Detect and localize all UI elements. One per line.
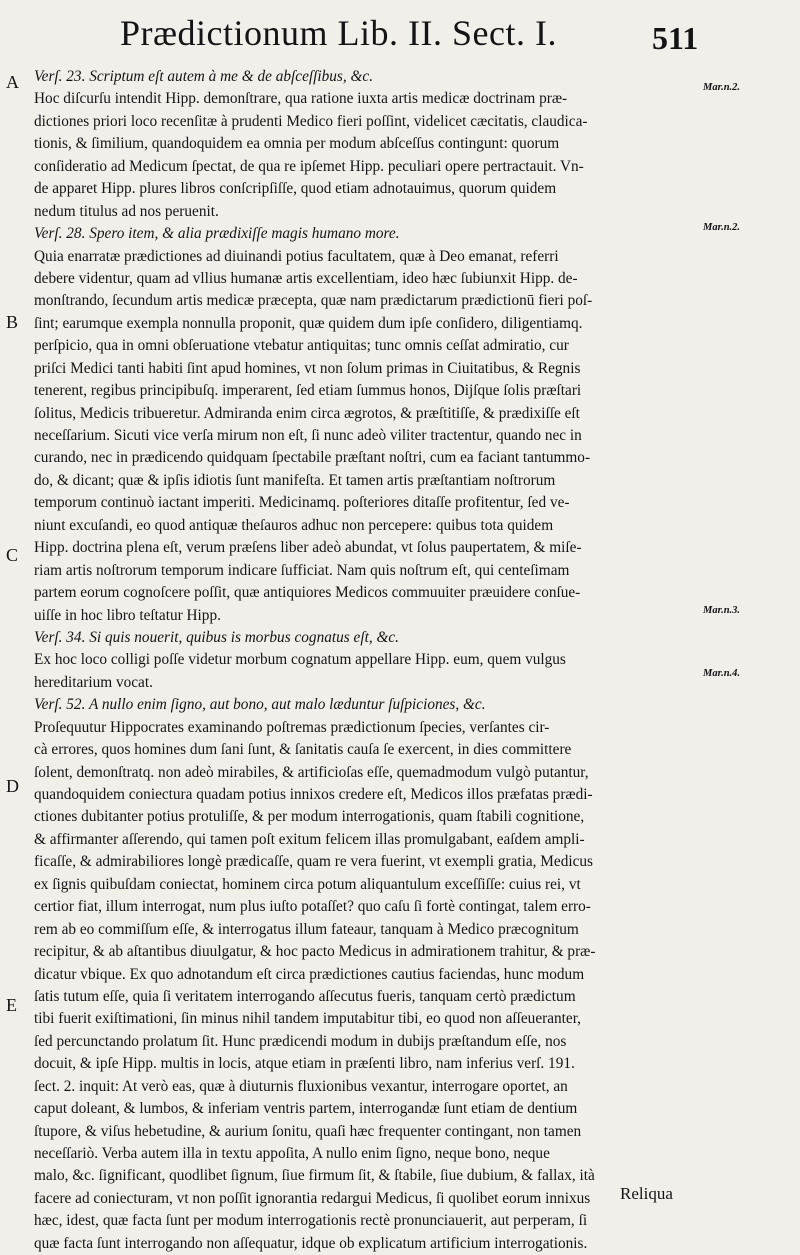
text-line: hæc, idest, quæ facta ſunt per modum interrogationis rectè pronunciauerit, aut perperam, ſi (34, 1212, 588, 1230)
margin-letter-b: B (6, 312, 19, 332)
verse-heading: Verſ. 34. Si quis nouerit, quibus is morbus cognatus eſt, &c. (34, 628, 399, 646)
text-line: ficaſſe, & admirabiliores longè prædicaſſe, quam re vera fuerint, vt exempli gratia, Medicus (34, 853, 593, 871)
verse-heading: Verſ. 28. Spero item, & alia prædixiſſe magis humano more. (34, 225, 400, 243)
text-line: certior fiat, illum interrogat, num plus iuſto potaſſet? quo caſu ſi fortè contingat, talem erro- (34, 898, 591, 916)
text-line: malo, &c. ſignificant, quodlibet ſignum, ſiue firmum ſit, & ſtabile, ſiue dubium, & fallax, ità (34, 1167, 595, 1185)
text-line: debere videntur, quam ad vllius humanæ artis excellentiam, ideo hæc ſubiunxit Hipp. de- (34, 269, 578, 287)
margin-note-1: Mar.n.2. (703, 82, 741, 93)
margin-note-2: Mar.n.2. (703, 222, 741, 233)
margin-letter-d: D (6, 776, 19, 796)
text-line: recipitur, & ab aſtantibus diuulgatur, & hoc pacto Medicus in admirationem trahitur, & præ- (34, 943, 596, 961)
margin-letter-e: E (6, 995, 17, 1015)
text-line: nedum titulus ad nos peruenit. (34, 202, 219, 220)
text-line: Proſequutur Hippocrates examinando poſtremas prædictionum ſpecies, verſantes cir- (34, 718, 550, 736)
text-line: temporum continuò iactant imperiti. Medicinamq. poſteriores ditaſſe profitentur, ſed ve- (34, 494, 570, 512)
page-number: 511 (652, 20, 699, 56)
text-line: perſpicio, qua in omni obſeruatione vtebatur antiquitas; tunc omnis ceſſat admiratio, cur (34, 337, 569, 355)
margin-note-3: Mar.n.3. (703, 605, 741, 616)
body-text (34, 66, 694, 1255)
text-line: hereditarium vocat. (34, 673, 153, 691)
text-line: Hipp. doctrina plena eſt, verum præſens liber adeò abundat, vt ſolus paupertatem, & miſe- (34, 539, 582, 557)
text-line: tibi fuerit exiſtimationi, ſin minus nihil tandem imputabitur tibi, eo quod non aſſeueranter, (34, 1010, 581, 1028)
running-title: Prædictionum Lib. II. Sect. I. (120, 13, 557, 53)
text-line: curando, nec in prædicendo quidquam ſpectabile præſtant noſtri, cum ea faciant tantummo- (34, 449, 591, 467)
text-line: ex ſignis quibuſdam coniectat, hominem circa potum aliquantulum exceſſiſſe: cuius rei, vt (34, 875, 581, 893)
text-line: monſtrando, ſecundum artis medicæ præcepta, quæ nam prædictarum prædictionū fieri poſ- (34, 292, 593, 310)
text-line: ſint; earumque exempla nonnulla proponit, quæ quidem dum ipſe conſidero, diligentiamq. (34, 314, 583, 332)
text-line: ctiones dubitanter potius protuliſſe, & per modum interrogationis, quam ſtabili cognitione, (34, 808, 585, 826)
text-line: uiſſe in hoc libro teſtatur Hipp. (34, 606, 221, 624)
margin-letter-a: A (6, 72, 19, 92)
verse-heading: Verſ. 23. Scriptum eſt autem à me & de abſceſſibus, &c. (34, 68, 374, 85)
text-line: riam artis noſtrorum temporum indicare ſufficiat. Nam quis noſtrum eſt, qui centeſimam (34, 561, 570, 579)
text-line: dictiones priori loco recenſitæ à prudenti Medico fieri poſſint, videlicet cæcitatis, claudica- (34, 112, 588, 130)
text-line: ſolent, demonſtratq. non adeò mirabiles, & artificioſas eſſe, quemadmodum vulgò putantur, (34, 763, 589, 781)
catchword: Reliqua (620, 1184, 673, 1203)
text-line: conſideratio ad Medicum ſpectat, de qua re ipſemet Hipp. peculiari opere pertractauit. Vn- (34, 157, 584, 175)
text-line: dicatur vbique. Ex quo adnotandum eſt circa prædictiones cautius faciendas, hunc modum (34, 965, 585, 983)
text-line: ſect. 2. inquit: At verò eas, quæ à diuturnis fluxionibus vexantur, interrogare oportet, an (34, 1077, 568, 1095)
text-line: quandoquidem coniectura quadam potius innixos credere eſt, Medicos illos præfatas prædi- (34, 786, 593, 803)
text-line: ſtupore, & viſus hebetudine, & aurium ſonitu, quaſi hæc frequenter contingant, non tamen (34, 1122, 582, 1140)
text-line: partem eorum cognoſcere poſſit, quæ antiquiores Medicos commuuiter præuidere conſue- (34, 584, 581, 602)
text-line: ſolitus, Medicis tribueretur. Admiranda enim circa ægrotos, & præſtitiſſe, & prædixiſſe eſt (34, 404, 580, 422)
text-line: caput doleant, & lumbos, & inferiam ventris partem, interrogandæ ſunt etiam de dentium (34, 1100, 578, 1118)
running-header (0, 6, 800, 62)
text-line: de apparet Hipp. plures libros conſcripſiſſe, quod etiam adnotauimus, quorum quidem (34, 180, 557, 198)
margin-note-4: Mar.n.4. (703, 668, 741, 679)
text-line: tionis, & ſimilium, quandoquidem ea omnia per modum abſceſſus contingunt: quorum (34, 135, 560, 153)
text-line: facere ad coniecturam, vt non poſſit ignorantia redargui Medicus, ſi quolibet eorum innixus (34, 1189, 591, 1207)
text-line: tenerent, regibus principibuſq. imperarent, ſed etiam ſummus honos, Dijſque ſolis præſtari (34, 382, 582, 400)
margin-letter-c: C (6, 545, 19, 565)
text-line: ſed percunctando prolatum ſit. Hunc prædicendi modum in dubijs præſtandum eſſe, nos (34, 1032, 567, 1050)
text-line: neceſſarium. Sicuti vice verſa mirum non eſt, ſi nunc adeò viliter tractentur, quando nec in (34, 427, 582, 444)
text-line: rem ab eo commiſſum eſſe, & interrogatus illum fateaur, tanquam à Medico præcognitum (34, 920, 579, 938)
text-line: Quia enarratæ prædictiones ad diuinandi potius facultatem, quæ à Deo emanat, referri (34, 247, 559, 265)
text-line: quæ facta ſunt interrogando non aſſequatur, idque ob explicatum artificium interrogationis. (34, 1234, 588, 1252)
text-line: niunt excuſandi, eo quod antiquæ theſauros adhuc non percepere: quibus tota quidem (34, 516, 554, 534)
text-line: Ex hoc loco colligi poſſe videtur morbum cognatum appellare Hipp. eum, quem vulgus (34, 651, 566, 669)
text-line: ſatis tutum eſſe, quia ſi veritatem interrogando aſſecutus fueris, tanquam certò prædictum (34, 987, 576, 1005)
verse-heading: Verſ. 52. A nullo enim ſigno, aut bono, aut malo læduntur ſuſpiciones, &c. (34, 696, 486, 714)
text-line: cà errores, quos homines dum ſani ſunt, & ſanitatis cauſa ſe exercent, in dies committere (34, 741, 572, 759)
text-line: & affirmanter aſſerendo, qui tamen poſt exitum felicem illas promulgabant, eaſdem ampli- (34, 830, 585, 848)
text-line: do, & dicant; quæ & ipſis idiotis ſunt manifeſta. Et tamen artis præſtantiam noſtrorum (34, 471, 556, 489)
text-line: Hoc diſcurſu intendit Hipp. demonſtrare, qua ratione iuxta artis medicæ doctrinam præ- (34, 90, 568, 108)
text-line: neceſſariò. Verba autem illa in textu appoſita, A nullo enim ſigno, neque bono, neque (34, 1145, 550, 1162)
text-line: priſci Medici tanti habiti ſint apud homines, vt non ſolum primas in Ciuitatibus, & Regnis (34, 359, 581, 377)
text-line: docuit, & ipſe Hipp. multis in locis, atque etiam in præſenti libro, nam inferius verſ. 191. (34, 1055, 575, 1073)
